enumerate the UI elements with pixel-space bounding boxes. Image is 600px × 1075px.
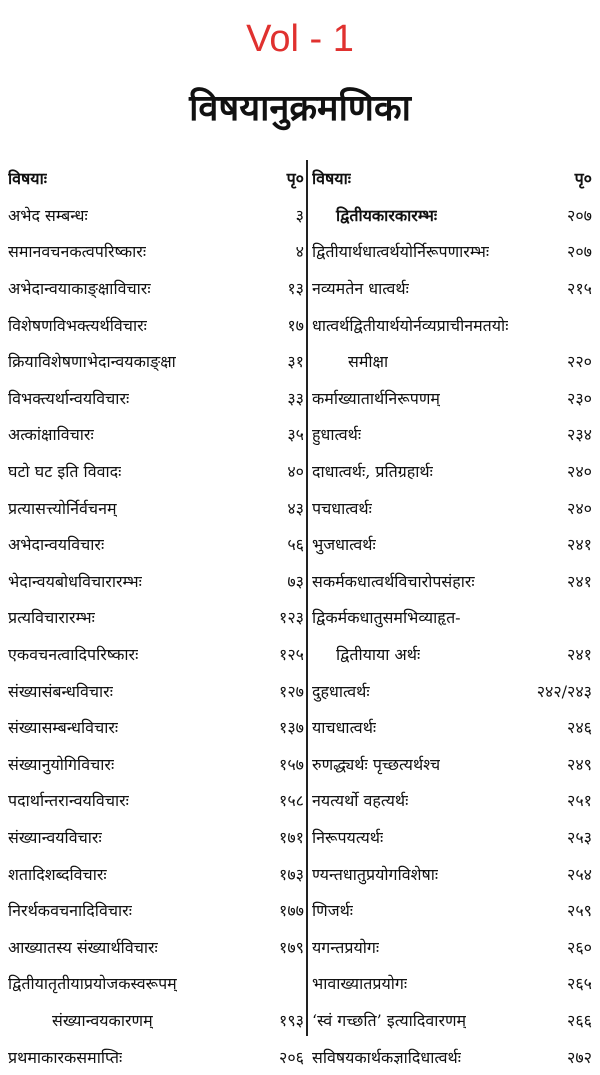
toc-entry bbox=[312, 636, 592, 673]
entry-title: सकर्मकधात्वर्थविचारोपसंहारः bbox=[312, 571, 475, 591]
entry-page-number: २३० bbox=[567, 388, 592, 408]
entry-page-number: ४० bbox=[287, 462, 304, 482]
toc-entry bbox=[312, 270, 592, 307]
toc-entry bbox=[312, 928, 592, 965]
table-of-contents bbox=[8, 160, 592, 1067]
toc-entry bbox=[8, 892, 304, 929]
toc-entry bbox=[8, 599, 304, 636]
volume-label: Vol - 1 bbox=[246, 18, 354, 60]
entry-title: ण्यन्तधातुप्रयोगविशेषाः bbox=[312, 864, 439, 884]
entry-title: ‘स्वं गच्छति’ इत्यादिवारणम् bbox=[312, 1010, 467, 1030]
entry-title: आख्यातस्य संख्यार्थविचारः bbox=[8, 937, 158, 957]
entry-title: समानवचनकत्वपरिष्कारः bbox=[8, 242, 147, 262]
subject-heading: विषयाः bbox=[312, 169, 351, 189]
entry-title: दाधात्वर्थः, प्रतिग्रहार्थः bbox=[312, 462, 433, 482]
entry-page-number: १२३ bbox=[279, 608, 304, 628]
toc-entry bbox=[8, 855, 304, 892]
toc-entry bbox=[312, 416, 592, 453]
entry-title: संख्यासंबन्धविचारः bbox=[8, 681, 113, 701]
entry-title: संख्यानुयोगिविचारः bbox=[8, 754, 115, 774]
entry-page-number: २६५ bbox=[567, 974, 592, 994]
toc-entry bbox=[312, 306, 592, 343]
toc-entry bbox=[312, 709, 592, 746]
toc-entry bbox=[312, 855, 592, 892]
entry-page-number: १७ bbox=[287, 315, 304, 335]
toc-entry bbox=[312, 965, 592, 1002]
entry-title: निरूपयत्यर्थः bbox=[312, 827, 384, 847]
toc-entry bbox=[8, 563, 304, 600]
entry-page-number: २४१ bbox=[567, 645, 592, 665]
toc-entry bbox=[312, 892, 592, 929]
toc-header-left bbox=[8, 160, 304, 197]
entry-title: अत्कांक्षाविचारः bbox=[8, 425, 94, 445]
entry-page-number: २४९ bbox=[567, 754, 592, 774]
toc-entry bbox=[8, 782, 304, 819]
entry-title: द्वितीयार्थधात्वर्थयोर्निरूपणारम्भः bbox=[312, 242, 490, 262]
entry-page-number: १७१ bbox=[279, 827, 304, 847]
toc-entry bbox=[312, 489, 592, 526]
toc-right-column bbox=[312, 160, 592, 1067]
toc-entry bbox=[312, 782, 592, 819]
column-divider bbox=[306, 160, 308, 1036]
toc-entry bbox=[8, 306, 304, 343]
entry-page-number: ७३ bbox=[287, 571, 304, 591]
entry-page-number: २५३ bbox=[567, 827, 592, 847]
entry-title: नयत्यर्थो वहत्यर्थः bbox=[312, 791, 409, 811]
toc-entry bbox=[312, 819, 592, 856]
entry-title: द्विकर्मकधातुसमभिव्याहृत- bbox=[312, 608, 461, 628]
toc-entry bbox=[8, 672, 304, 709]
entry-title: द्वितीयातृतीयाप्रयोजकस्वरूपम् bbox=[8, 974, 177, 994]
toc-entry bbox=[312, 599, 592, 636]
entry-page-number: २०६ bbox=[279, 1047, 304, 1067]
toc-entry bbox=[8, 233, 304, 270]
entry-title: अभेदान्वयविचारः bbox=[8, 535, 105, 555]
entry-page-number: २४१ bbox=[567, 535, 592, 555]
toc-entry bbox=[312, 746, 592, 783]
entry-page-number: १३७ bbox=[279, 718, 304, 738]
page-heading: पृ० bbox=[574, 169, 592, 189]
toc-entry bbox=[312, 233, 592, 270]
entry-page-number: १२७ bbox=[279, 681, 304, 701]
toc-entry bbox=[312, 453, 592, 490]
entry-page-number: १३ bbox=[287, 279, 304, 299]
toc-entry bbox=[312, 1002, 592, 1039]
toc-entry bbox=[312, 343, 592, 380]
entry-title: नव्यमतेन धात्वर्थः bbox=[312, 279, 409, 299]
entry-page-number: १५७ bbox=[279, 754, 304, 774]
toc-entry bbox=[312, 526, 592, 563]
entry-page-number: १७९ bbox=[279, 937, 304, 957]
toc-entry bbox=[8, 965, 304, 1002]
entry-title: समीक्षा bbox=[348, 352, 389, 372]
entry-page-number: २४६ bbox=[567, 718, 592, 738]
entry-title: दुहधात्वर्थः bbox=[312, 681, 370, 701]
entry-title: भुजधात्वर्थः bbox=[312, 535, 376, 555]
entry-title: णिजर्थः bbox=[312, 901, 354, 921]
entry-title: याचधात्वर्थः bbox=[312, 718, 377, 738]
entry-page-number: १९३ bbox=[279, 1010, 304, 1030]
entry-page-number: २५९ bbox=[567, 901, 592, 921]
entry-page-number: ४३ bbox=[287, 498, 304, 518]
entry-title: भावाख्यातप्रयोगः bbox=[312, 974, 408, 994]
toc-entry bbox=[8, 746, 304, 783]
entry-page-number: २१५ bbox=[567, 279, 592, 299]
entry-page-number: ४ bbox=[295, 242, 304, 262]
entry-title: संख्यान्वयविचारः bbox=[8, 827, 102, 847]
entry-title: पचधात्वर्थः bbox=[312, 498, 372, 518]
entry-page-number: १५८ bbox=[279, 791, 304, 811]
toc-entry bbox=[8, 819, 304, 856]
entry-page-number: २४१ bbox=[567, 571, 592, 591]
toc-entry bbox=[312, 1038, 592, 1075]
toc-entry bbox=[8, 416, 304, 453]
entry-page-number: २७२ bbox=[567, 1047, 592, 1067]
toc-left-column bbox=[8, 160, 304, 1067]
entry-title: कर्माख्यातार्थनिरूपणम् bbox=[312, 388, 440, 408]
entry-title: धात्वर्थद्वितीयार्थयोर्नव्यप्राचीनमतयोः bbox=[312, 315, 509, 335]
entry-title: द्वितीयाया अर्थः bbox=[336, 645, 421, 665]
entry-title: अभेदान्वयाकाङ्क्षाविचारः bbox=[8, 279, 151, 299]
entry-page-number: २४२/२४३ bbox=[536, 681, 592, 701]
entry-title: शतादिशब्दविचारः bbox=[8, 864, 107, 884]
entry-title: भेदान्वयबोधविचारारम्भः bbox=[8, 571, 142, 591]
toc-entry bbox=[312, 197, 592, 234]
toc-entry bbox=[8, 343, 304, 380]
page-title: विषयानुक्रमणिका bbox=[189, 87, 411, 129]
entry-page-number: २३४ bbox=[567, 425, 592, 445]
entry-title: संख्यासम्बन्धविचारः bbox=[8, 718, 119, 738]
entry-title: विभक्त्यर्थान्वयविचारः bbox=[8, 388, 130, 408]
toc-entry bbox=[8, 197, 304, 234]
toc-entry bbox=[312, 380, 592, 417]
toc-header-right bbox=[312, 160, 592, 197]
entry-title: यगन्तप्रयोगः bbox=[312, 937, 380, 957]
toc-entry bbox=[8, 1002, 304, 1039]
entry-page-number: २६६ bbox=[567, 1010, 592, 1030]
toc-entry bbox=[8, 380, 304, 417]
entry-title: विशेषणविभक्त्यर्थविचारः bbox=[8, 315, 147, 335]
entry-title: प्रथमाकारकसमाप्तिः bbox=[8, 1047, 123, 1067]
toc-entry bbox=[8, 709, 304, 746]
toc-entry bbox=[312, 563, 592, 600]
toc-entry bbox=[8, 270, 304, 307]
entry-title: सविषयकार्थकज्ञादिधात्वर्थः bbox=[312, 1047, 461, 1067]
entry-title: प्रत्यविचारारम्भः bbox=[8, 608, 95, 628]
entry-title: प्रत्यासत्त्योर्निर्वचनम् bbox=[8, 498, 117, 518]
entry-title: रुणद्ध्यर्थः पृच्छत्यर्थश्च bbox=[312, 754, 441, 774]
entry-title: द्वितीयकारकारम्भः bbox=[336, 205, 438, 225]
entry-page-number: ३ bbox=[295, 205, 304, 225]
entry-title: हुधात्वर्थः bbox=[312, 425, 362, 445]
entry-page-number: २५१ bbox=[567, 791, 592, 811]
entry-page-number: २५४ bbox=[567, 864, 592, 884]
entry-page-number: १७३ bbox=[279, 864, 304, 884]
entry-title: निरर्थकवचनादिविचारः bbox=[8, 901, 132, 921]
entry-page-number: ३३ bbox=[287, 388, 304, 408]
entry-page-number: ३१ bbox=[287, 352, 304, 372]
entry-page-number: २६० bbox=[567, 937, 592, 957]
entry-title: घटो घट इति विवादः bbox=[8, 462, 122, 482]
entry-page-number: १७७ bbox=[279, 901, 304, 921]
entry-page-number: २०७ bbox=[567, 205, 592, 225]
entry-page-number: २४० bbox=[567, 462, 592, 482]
toc-entry bbox=[8, 526, 304, 563]
entry-title: एकवचनत्वादिपरिष्कारः bbox=[8, 645, 139, 665]
toc-entry bbox=[8, 636, 304, 673]
subject-heading: विषयाः bbox=[8, 169, 47, 189]
entry-page-number: २०७ bbox=[567, 242, 592, 262]
toc-entry bbox=[8, 453, 304, 490]
toc-entry bbox=[8, 1038, 304, 1075]
entry-page-number: १२५ bbox=[279, 645, 304, 665]
entry-page-number: ५६ bbox=[287, 535, 304, 555]
entry-page-number: २२० bbox=[567, 352, 592, 372]
entry-title: पदार्थान्तरान्वयविचारः bbox=[8, 791, 129, 811]
entry-title: अभेद सम्बन्धः bbox=[8, 205, 88, 225]
toc-entry bbox=[8, 489, 304, 526]
toc-entry bbox=[312, 672, 592, 709]
entry-page-number: ३५ bbox=[287, 425, 304, 445]
page-heading: पृ० bbox=[286, 169, 304, 189]
entry-title: क्रियाविशेषणाभेदान्वयकाङ्क्षा bbox=[8, 352, 176, 372]
entry-title: संख्यान्वयकारणम् bbox=[52, 1010, 153, 1030]
toc-entry bbox=[8, 928, 304, 965]
entry-page-number: २४० bbox=[567, 498, 592, 518]
